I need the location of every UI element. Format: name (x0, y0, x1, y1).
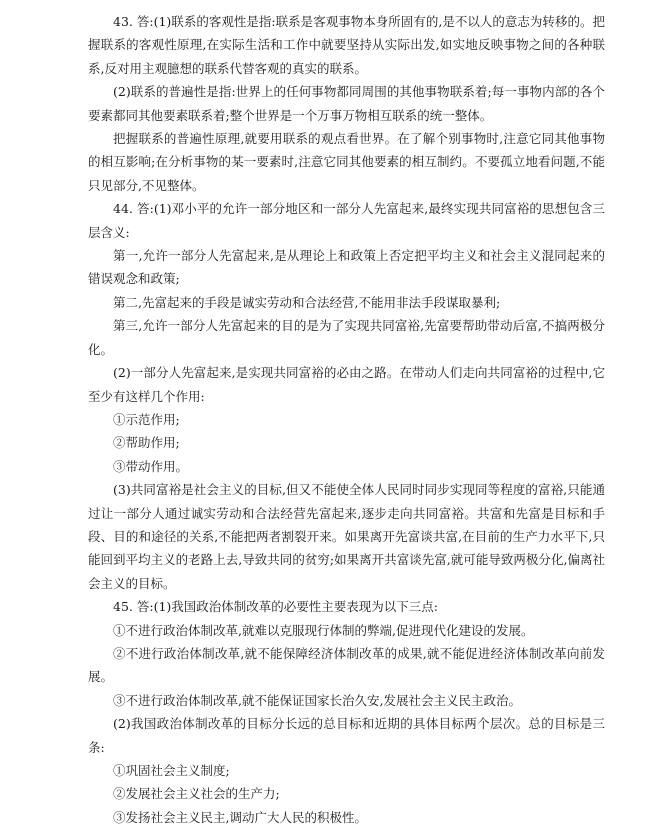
paragraph-q43-1: 43. 答:(1)联系的客观性是指:联系是客观事物本身所固有的,是不以人的意志为转移的。把握联系的客观性原理,在实际生活和工作中就要坚持从实际出发,如实地反映事物之间的各种联系,反对用主观臆想的联系代替客观的真实的联系。 (88, 14, 605, 76)
paragraph-q45-8: ③发扬社会主义民主,调动广大人民的积极性。 (113, 809, 367, 825)
paragraph-q45-6: ①巩固社会主义制度; (113, 763, 230, 778)
paragraph-q45-5: (2)我国政治体制改革的目标分长远的总目标和近期的具体目标两个层次。总的目标是三条: (88, 716, 605, 755)
paragraph-q44-6: ①示范作用; (113, 411, 180, 427)
paragraph-q44-8: ③带动作用。 (113, 458, 189, 474)
paragraph-q43-2: (2)联系的普遍性是指:世界上的任何事物都同周围的其他事物联系着;每一事物内部的各个要素都同其他要素联系着;整个世界是一个万事万物相互联系的统一整体。 (88, 84, 605, 123)
paragraph-q44-2: 第一,允许一部分人先富起来,是从理论上和政策上否定把平均主义和社会主义混同起来的错误观念和政策; (88, 248, 605, 287)
paragraph-q45-7: ②发展社会主义社会的生产力; (113, 786, 280, 802)
paragraph-q44-3: 第二,先富起来的手段是诚实劳动和合法经营,不能用非法手段谋取暴利; (113, 294, 501, 310)
paragraph-q44-5: (2)一部分人先富起来,是实现共同富裕的必由之路。在带动人们走向共同富裕的过程中,它至少有这样几个作用: (88, 365, 605, 404)
paragraph-q44-9: (3)共同富裕是社会主义的目标,但又不能使全体人民同时同步实现同等程度的富裕,只能通过让一部分人通过诚实劳动和合法经营先富起来,逐步走向共同富裕。共富和先富是目标和手段、目的和途径的关系,不能把两者割裂开来。如果离开先富谈共富,在目前的生产力水平下,只能回到平均主义的老路上去,导致共同的贫穷;如果离开共富谈先富,就可能导致两极分化,偏离社会主义的目标。 (88, 482, 605, 591)
paragraph-q44-1: 44. 答:(1)邓小平的允许一部分地区和一部分人先富起来,最终实现共同富裕的思想包含三层含义: (88, 201, 605, 240)
paragraph-q45-4: ③不进行政治体制改革,就不能保证国家长治久安,发展社会主义民主政治。 (113, 692, 521, 708)
paragraph-q44-7: ②帮助作用; (113, 435, 180, 451)
paragraph-q45-1: 45. 答:(1)我国政治体制改革的必要性主要表现为以下三点: (113, 599, 438, 615)
paragraph-q44-4: 第三,允许一部分人先富起来的目的是为了实现共同富裕,先富要帮助带动后富,不搞两极分化。 (88, 318, 605, 357)
paragraph-q45-3: ②不进行政治体制改革,就不能保障经济体制改革的成果,就不能促进经济体制改革向前发展。 (88, 645, 605, 685)
paragraph-q45-2: ①不进行政治体制改革,就难以克服现行体制的弊端,促进现代化建设的发展。 (113, 622, 534, 638)
paragraph-q43-3: 把握联系的普遍性原理,就要用联系的观点看世界。在了解个别事物时,注意它同其他事物的相互影响;在分析事物的某一要素时,注意它同其他要素的相互制约。不要孤立地看问题,不能只见部分,不见整体。 (88, 131, 605, 193)
